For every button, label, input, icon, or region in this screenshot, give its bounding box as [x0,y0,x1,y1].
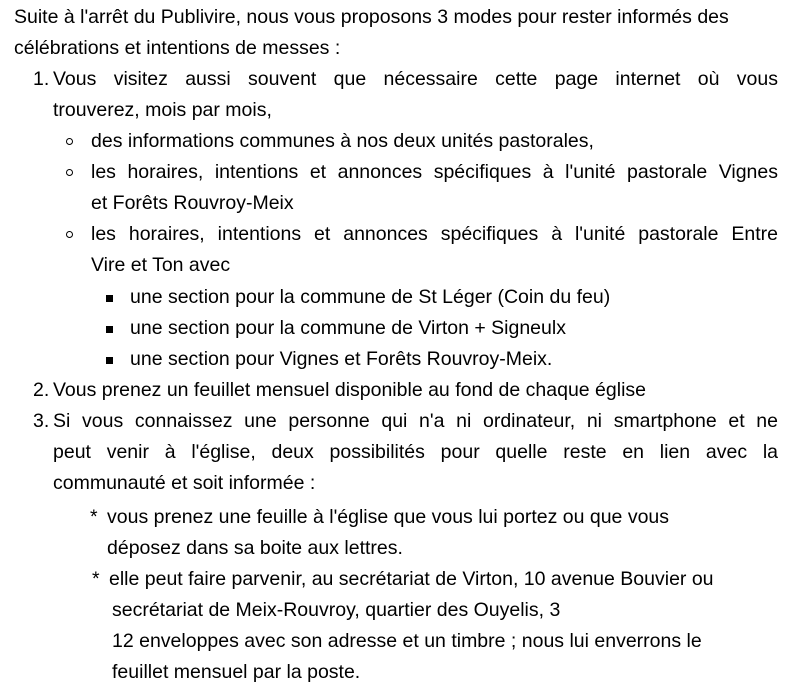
bullet-1-line-1: des informations communes à nos deux unités pastorales, [91,130,594,152]
circle-bullet-icon [66,231,73,238]
square-bullet-icon [106,326,113,333]
item-3-line-3: communauté et soit informée : [53,472,316,494]
bullet-2-line-2: et Forêts Rouvroy-Meix [91,192,294,214]
item-1-number: 1. [33,68,50,90]
square-bullet-icon [106,357,113,364]
item-1-line-1: Vous visitez aussi souvent que nécessaire cette page internet où vous [53,68,778,90]
bullet-3-line-1: les horaires, intentions et annonces spécifiques à l'unité pastorale Entre [91,223,778,245]
option-1-line-1: vous prenez une feuille à l'église que vous lui portez ou que vous [107,506,670,528]
option-2-line-2: secrétariat de Meix-Rouvroy, quartier des Ouyelis, 3 [112,599,561,621]
subbullet-1: une section pour la commune de St Léger (Coin du feu) [130,286,611,308]
item-2-number: 2. [33,379,50,401]
item-3-number: 3. [33,410,50,432]
square-bullet-icon [106,295,113,302]
option-2-line-1: elle peut faire parvenir, au secrétariat de Virton, 10 avenue Bouvier ou [109,568,714,590]
bullet-3-line-2: Vire et Ton avec [91,254,231,276]
item-2-line-1: Vous prenez un feuillet mensuel disponible au fond de chaque église [53,379,647,401]
circle-bullet-icon [66,169,73,176]
asterisk-marker: * [90,506,98,528]
bullet-2-line-1: les horaires, intentions et annonces spécifiques à l'unité pastorale Vignes [91,161,778,183]
intro-line-2: célébrations et intentions de messes : [14,37,341,59]
option-2-line-4: feuillet mensuel par la poste. [112,661,361,683]
intro-line-1: Suite à l'arrêt du Publivire, nous vous proposons 3 modes pour rester informés des [14,6,729,28]
item-3-line-2: peut venir à l'église, deux possibilités pour quelle reste en lien avec la [53,441,778,463]
asterisk-marker: * [92,568,100,590]
option-2-line-3: 12 enveloppes avec son adresse et un timbre ; nous lui enverrons le [112,630,702,652]
option-1-line-2: déposez dans sa boite aux lettres. [107,537,403,559]
subbullet-3: une section pour Vignes et Forêts Rouvroy-Meix. [130,348,553,370]
subbullet-2: une section pour la commune de Virton + Signeulx [130,317,566,339]
item-3-line-1: Si vous connaissez une personne qui n'a ni ordinateur, ni smartphone et ne [53,410,778,432]
circle-bullet-icon [66,138,73,145]
item-1-line-2: trouverez, mois par mois, [53,99,272,121]
